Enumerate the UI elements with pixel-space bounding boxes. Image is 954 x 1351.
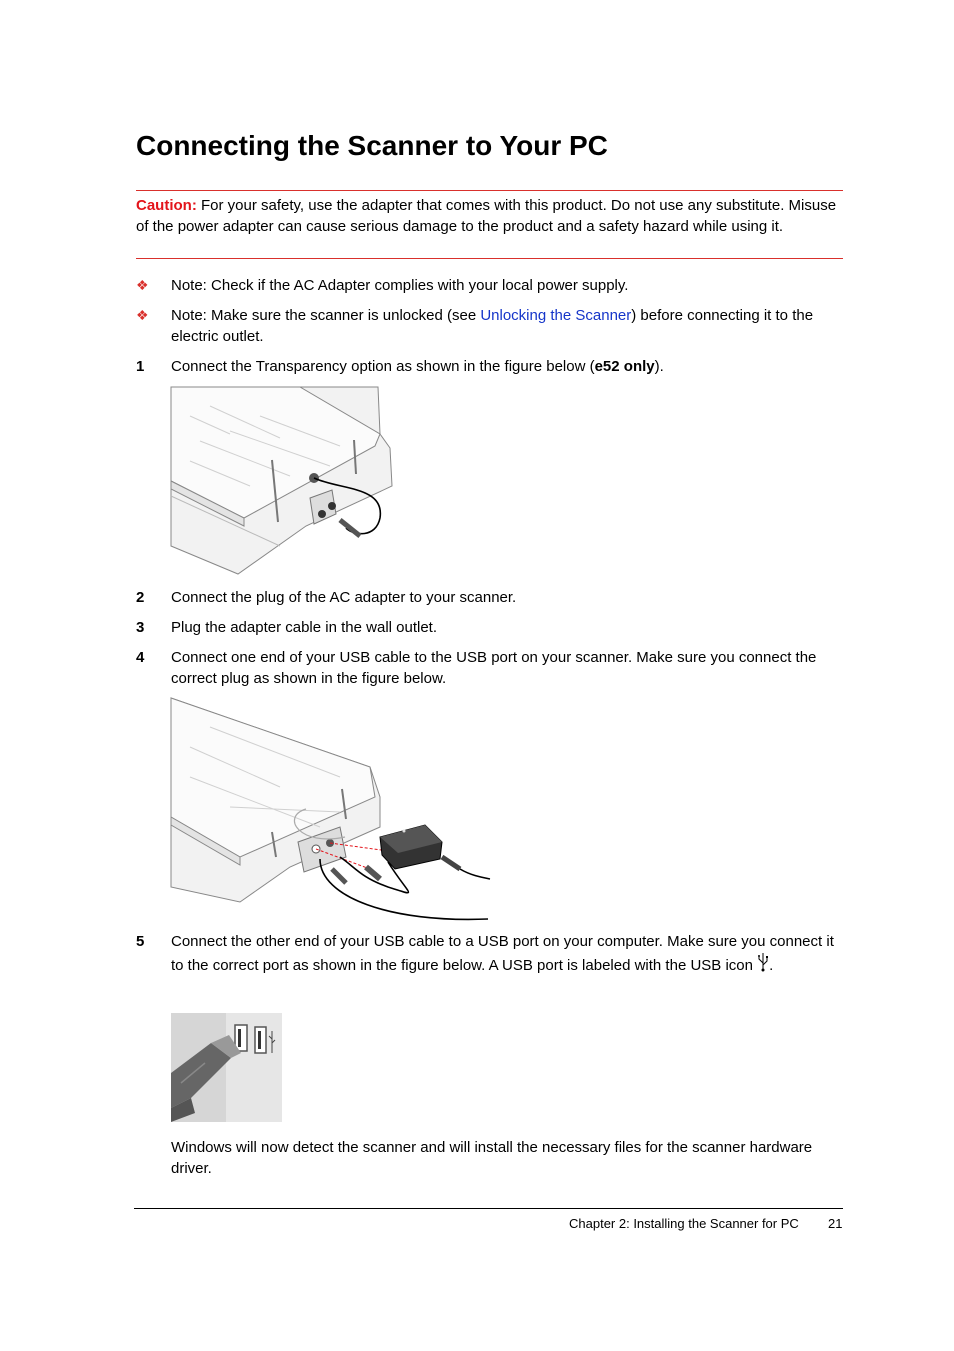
usb-icon <box>757 952 769 972</box>
note-text-before: Note: Make sure the scanner is unlocked (see <box>171 307 481 324</box>
step-text: Plug the adapter cable in the wall outlet. <box>171 619 438 636</box>
closing-text: Windows will now detect the scanner and will install the necessary files for the scanner hardware driver. <box>171 1139 813 1177</box>
note-text <box>171 305 843 347</box>
caution-label: Caution: <box>136 197 197 214</box>
step-text: Connect the plug of the AC adapter to your scanner. <box>171 589 517 606</box>
note-text-after: ) before connecting it to the electric outlet. <box>171 307 814 345</box>
step-text-main: Connect the other end of your USB cable to a USB port on your computer. Make sure you connect it to the correct port as shown in the figure below. A USB port is labeled with the USB icon <box>171 933 834 974</box>
caution-box <box>136 190 843 259</box>
diamond-bullet-icon: ❖ <box>136 307 149 323</box>
step-number: 4 <box>136 649 145 666</box>
step-number: 2 <box>136 589 145 606</box>
step-bold-text: e52 only <box>594 358 655 375</box>
step-text <box>171 356 843 377</box>
unlocking-scanner-link[interactable]: Unlocking the Scanner <box>480 307 632 324</box>
transparency-connection-figure <box>170 386 394 578</box>
page-title: Connecting the Scanner to Your PC <box>136 130 608 161</box>
step-number: 3 <box>136 619 145 636</box>
power-adapter-connection-figure <box>170 697 492 923</box>
step-text-before: Connect the Transparency option as shown in the figure below ( <box>171 358 595 375</box>
step-text <box>171 931 843 976</box>
caution-text: For your safety, use the adapter that comes with this product. Do not use any substitute. Misuse of the power adapter can cause serious damage to the product and a safety hazard while using it. <box>136 197 837 235</box>
step-text-after: . <box>769 957 774 974</box>
usb-port-photo <box>171 1013 282 1122</box>
step-text-after: ). <box>654 358 664 375</box>
note-text: Note: Check if the AC Adapter complies with your local power supply. <box>171 277 629 294</box>
step-number: 5 <box>136 933 145 950</box>
page-number: 21 <box>828 1216 843 1231</box>
step-text: Connect one end of your USB cable to the USB port on your scanner. Make sure you connect the correct plug as shown in the figure below. <box>171 649 817 687</box>
footer-chapter-title: Chapter 2: Installing the Scanner for PC <box>569 1216 799 1231</box>
footer-rule <box>134 1208 843 1209</box>
diamond-bullet-icon: ❖ <box>136 277 149 293</box>
step-number: 1 <box>136 358 145 375</box>
